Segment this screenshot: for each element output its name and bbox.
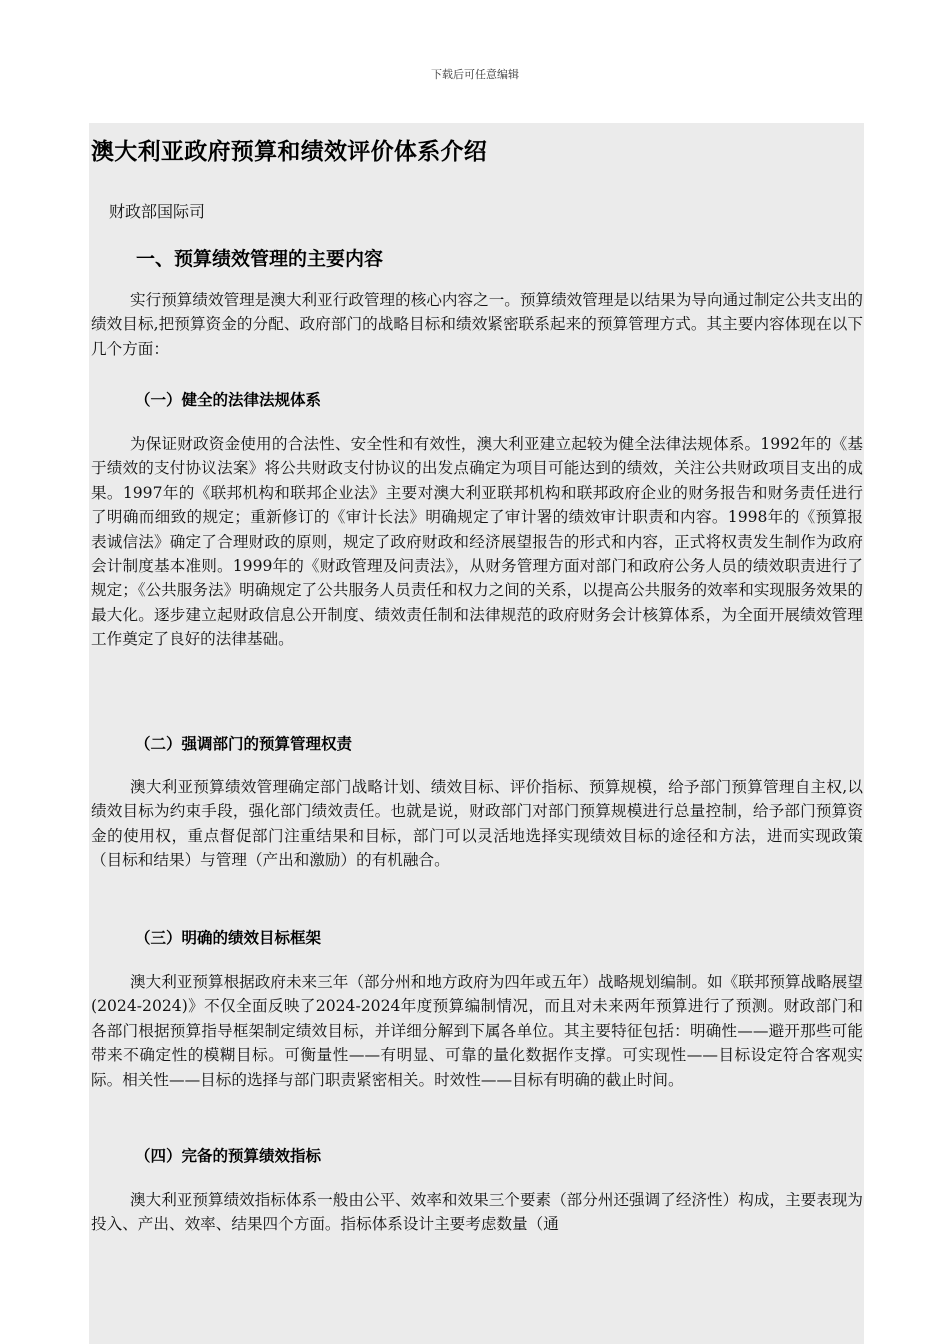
section-1-intro-paragraph: 实行预算绩效管理是澳大利亚行政管理的核心内容之一。预算绩效管理是以结果为导向通过制定公共支出的绩效目标,把预算资金的分配、政府部门的战略目标和绩效紧密联系起来的预算管理方式。其主要内容体现在以下几个方面： — [91, 291, 863, 358]
subsection-2-paragraph: 澳大利亚预算绩效管理确定部门战略计划、绩效目标、评价指标、预算规模，给予部门预算管理自主权,以绩效目标为约束手段，强化部门绩效责任。也就是说，财政部门对部门预算规模进行总量控制，给予部门预算资金的使用权，重点督促部门注重结果和目标，部门可以灵活地选择实现绩效目标的途径和方法，进而实现政策（目标和结果）与管理（产出和激励）的有机融合。 — [91, 778, 863, 870]
subsection-heading-1: （一）健全的法律法规体系 — [135, 391, 322, 409]
subsection-heading-3: （三）明确的绩效目标框架 — [135, 929, 322, 947]
subsection-4-paragraph: 澳大利亚预算绩效指标体系一般由公平、效率和效果三个要素（部分州还强调了经济性）构成，主要表现为投入、产出、效率、结果四个方面。指标体系设计主要考虑数量（通 — [91, 1191, 863, 1234]
subsection-heading-4: （四）完备的预算绩效指标 — [135, 1147, 322, 1165]
document-author: 财政部国际司 — [109, 202, 206, 221]
document-title: 澳大利亚政府预算和绩效评价体系介绍 — [91, 139, 488, 165]
section-heading-1: 一、预算绩效管理的主要内容 — [136, 248, 384, 270]
document-body — [89, 123, 864, 1344]
subsection-1-paragraph: 为保证财政资金使用的合法性、安全性和有效性，澳大利亚建立起较为健全法律法规体系。1992年的《基于绩效的支付协议法案》将公共财政支付协议的出发点确定为项目可能达到的绩效，关注公共财政项目支出的成果。1997年的《联邦机构和联邦企业法》主要对澳大利亚联邦机构和联邦政府企业的财务报告和财务责任进行了明确而细致的规定；重新修订的《审计长法》明确规定了审计署的绩效审计职责和内容。1998年的《预算报表诚信法》确定了合理财政的原则，规定了政府财政和经济展望报告的形式和内容，正式将权责发生制作为政府会计制度基本准则。1999年的《财政管理及问责法》，从财务管理方面对部门和政府公务人员的绩效职责进行了规定；《公共服务法》明确规定了公共服务人员责任和权力之间的关系，以提高公共服务的效率和实现服务效果的最大化。逐步建立起财政信息公开制度、绩效责任制和法律规范的政府财务会计核算体系，为全面开展绩效管理工作奠定了良好的法律基础。 — [91, 435, 863, 649]
subsection-heading-2: （二）强调部门的预算管理权责 — [135, 735, 353, 753]
subsection-3-paragraph: 澳大利亚预算根据政府未来三年（部分州和地方政府为四年或五年）战略规划编制。如《联邦预算战略展望(2024-2024)》不仅全面反映了2024-2024年度预算编制情况，而且对未来两年预算进行了预测。财政部门和各部门根据预算指导框架制定绩效目标，并详细分解到下属各单位。其主要特征包括：明确性——避开那些可能带来不确定性的模糊目标。可衡量性——有明显、可靠的量化数据作支撑。可实现性——目标设定符合客观实际。相关性——目标的选择与部门职责紧密相关。时效性——目标有明确的截止时间。 — [91, 973, 863, 1089]
page-header-note: 下载后可任意编辑 — [431, 68, 519, 81]
